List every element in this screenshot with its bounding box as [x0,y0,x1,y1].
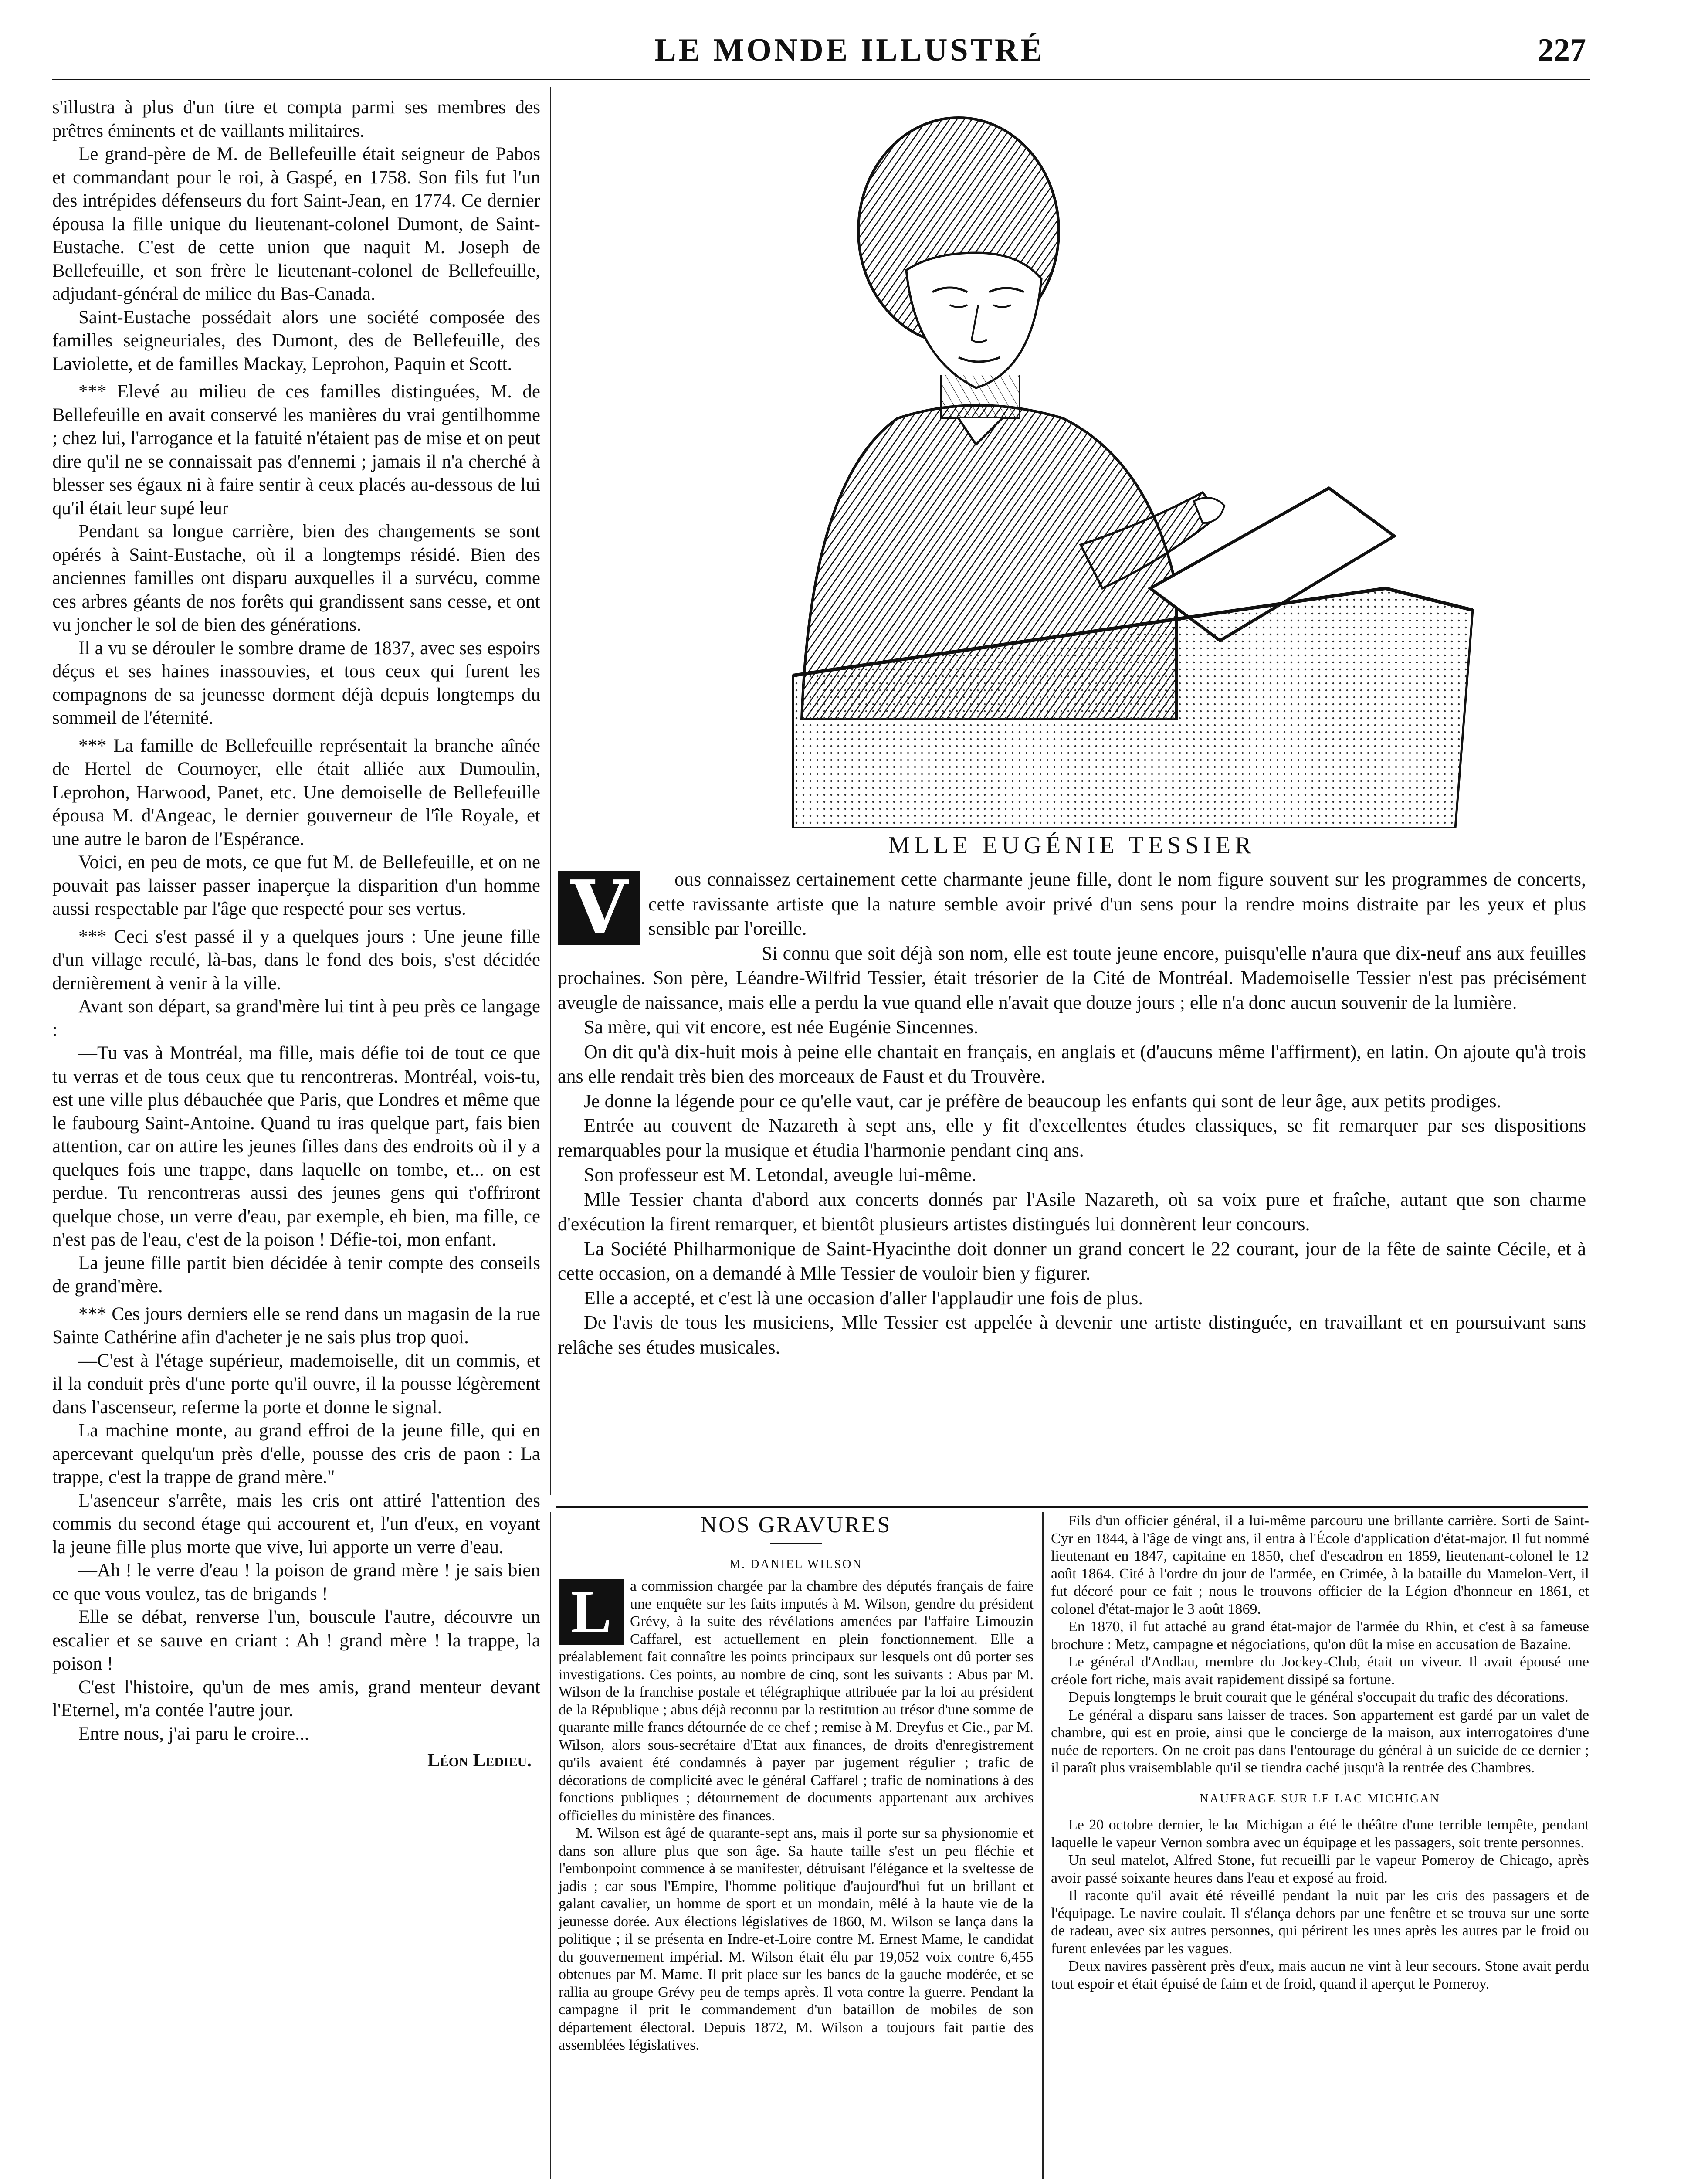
paragraph: Elle a accepté, et c'est là une occasion d'aller l'applaudir une fois de plus. [584,1287,1143,1309]
paragraph: *** Ceci s'est passé il y a quelques jours : Une jeune fille d'un village reculé, là-bas, dans le fond des bois, s'est décidée dernièrement à venir à la ville. [52,926,540,994]
paragraph: a commission chargée par la chambre des députés français de faire une enquête sur les faits imputés à M. Wilson, gendre du président Grévy, à la suite des révélations amenées par l'affaire Limouzin Caffarel, est actuellement en plein fonctionnement. Elle a préalablement fait connaître les points principaux sur lesquels ont dû porter ses investigations. Ces points, au nombre de cinq, sont les suivants : Abus par M. Wilson de la franchise postale et télégraphique attribuée par la loi au président de la République ; abus déjà reconnu par la restitution au trésor d'une somme de quarante mille francs détournée de ce chef ; remise à M. Dreyfus et Cie., par M. Wilson, alors sous-secrétaire d'Etat aux finances, de droits d'enregistrement qu'ils avaient été condamnés à payer par jugement régulier ; trafic de décorations de complicité avec le général Caffarel ; trafic de nominations à des fonctions publiques ; détournement de documents appartenant aux archives officielles du ministère des finances. [559,1578,1034,1824]
portrait-engraving [688,87,1508,828]
paragraph: Il a vu se dérouler le sombre drame de 1837, avec ses espoirs déçus et ses haines inassouvies, et tous ceux qui furent les compagnons de sa jeunesse dorment déjà depuis longtemps du sommeil de l'éternité. [52,638,540,728]
paragraph: Mlle Tessier chanta d'abord aux concerts donnés par l'Asile Nazareth, où sa voix pure et fraîche, autant que son charme d'exécution la firent remarquer, et bientôt plusieurs artistes distingués lui donnèrent leur concours. [558,1188,1586,1235]
paragraph: *** La famille de Bellefeuille représentait la branche aînée de Hertel de Cournoyer, elle était alliée aux Dumoulin, Leprohon, Harwood, Panet, etc. Une demoiselle de Bellefeuille épousa M. d'Angeac, le dernier gouverneur de l'île Royale, et une autre le baron de l'Espérance. [52,735,540,849]
paragraph: Entre nous, j'ai paru le croire... [78,1723,309,1744]
section-subheading: NAUFRAGE SUR LE LAC MICHIGAN [1200,1792,1440,1806]
paragraph: s'illustra à plus d'un titre et compta parmi ses membres des prêtres éminents et de vaillants militaires. [52,97,540,141]
page-number: 227 [1538,32,1586,68]
paragraph: En 1870, il fut attaché au grand état-major de l'armée du Rhin, et c'est à sa fameuse brochure : Metz, campagne et négociations, qu'on dût la mise en accusation de Bazaine. [1051,1619,1589,1653]
masthead-title: LE MONDE ILLUSTRÉ [654,32,1045,68]
column-divider [1042,1512,1044,2179]
paragraph: M. Wilson est âgé de quarante-sept ans, mais il porte sur sa physionomie et dans son allure plus que son âge. Sa haute taille s'est un peu fléchie et l'embonpoint commence à se manifester, détruisant l'élégance et la sveltesse de jadis ; car sous l'Empire, l'homme politique d'aujourd'hui fut un brillant et galant cavalier, un homme de sport et un mondain, mêlé à la haute vie de la jeunesse dorée. Aux élections législatives de 1860, M. Wilson se lança dans la politique ; il se présenta en Indre-et-Loire contre M. Ernest Mame, le candidat du gouvernement impérial. M. Wilson était élu par 19,052 voix contre 6,455 obtenues par M. Mame. Il prit place sur les bancs de la gauche modérée, et se rallia au groupe Grévy peu de temps après. Il vota contre la guerre. Pendant la campagne il prit le commandement d'un bataillon de mobiles de son département électoral. Depuis 1872, M. Wilson a toujours fait partie des assemblées législatives. [559,1825,1034,2053]
article-tessier [558,864,1586,1360]
paragraph: Il raconte qu'il avait été réveillé pendant la nuit par les cris des passagers et de l'équipage. Le navire coulait. Il s'élança dehors par une fenêtre et se trouva sur une sorte de radeau, avec six autres personnes, qui périrent les unes après les autres par le froid ou furent enlevées par les vagues. [1051,1887,1589,1957]
paragraph: Le général a disparu sans laisser de traces. Son appartement est gardé par un valet de chambre, qui est en proie, ainsi que le concierge de la maison, aux interrogatoires d'une nuée de reporters. On ne croit pas dans l'entourage du général à un suicide de ce dernier ; il paraît plus vraisemblable qu'il se tiendra caché jusqu'à la rentrée des Chambres. [1051,1707,1589,1776]
paragraph: Saint-Eustache possédait alors une société composée des familles seigneuriales, des Dumont, des de Bellefeuille, des Laviolette, et de familles Mackay, Leprohon, Paquin et Scott. [52,307,540,374]
paragraph: La Société Philharmonique de Saint-Hyacinthe doit donner un grand concert le 22 courant, jour de la fête de sainte Cécile, et à cette occasion, on a demandé à Mlle Tessier de vouloir bien y figurer. [558,1238,1586,1284]
paragraph: Deux navires passèrent près d'eux, mais aucun ne vint à leur secours. Stone avait perdu tout espoir et était épuisé de faim et de froid, quand il aperçut le Pomeroy. [1051,1958,1589,1992]
paragraph: Avant son départ, sa grand'mère lui tint à peu près ce langage : [52,996,540,1040]
column-divider [550,1512,551,2179]
face [906,253,1041,388]
paragraph: Un seul matelot, Alfred Stone, fut recueilli par le vapeur Pomeroy de Chicago, après avoir passé soixante heures dans l'eau et exposé au froid. [1051,1852,1589,1886]
paragraph: *** Ces jours derniers elle se rend dans un magasin de la rue Sainte Cathérine afin d'acheter je ne sais plus trop quoi. [52,1303,540,1347]
column-divider [550,87,551,1495]
nos-gravures-column [559,1512,1034,2054]
right-column [1051,1512,1589,1993]
short-rule [770,1543,822,1544]
paragraph: On dit qu'à dix-huit mois à peine elle chantait en français, en anglais et (d'aucuns même l'affirment), en latin. On ajoute qu'à trois ans elle rendait très bien des morceaux de Faust et du Trouvère. [558,1041,1586,1087]
paragraph: Fils d'un officier général, il a lui-même parcouru une brillante carrière. Sorti de Saint-Cyr en 1844, à l'âge de vingt ans, il entra à l'École d'application d'état-major. Il fut nommé lieutenant en 1847, capitaine en 1850, chef d'escadron en 1859, lieutenant-colonel le 12 août 1864. Cité à l'ordre du jour de l'armée, en Crimée, à la bataille du Mamelon-Vert, il fut décoré pour ce fait ; nous le trouvons officier de la Légion d'honneur en 1861, et colonel d'état-major le 3 août 1869. [1051,1513,1589,1617]
paragraph: L'asenceur s'arrête, mais les cris ont attiré l'attention des commis du second étage qui accourent et, l'un d'eux, en voyant la jeune fille plus morte que vive, lui apporte un verre d'eau. [52,1490,540,1558]
paragraph: Son professeur est M. Letondal, aveugle lui-même. [584,1164,976,1185]
paragraph: La machine monte, au grand effroi de la jeune fille, qui en apercevant quelqu'un près d'elle, pousse des cris de paon : La trappe, c'est la trappe de grand mère." [52,1420,540,1487]
paragraph: De l'avis de tous les musiciens, Mlle Tessier est appelée à devenir une artiste distinguée, en travaillant et en poursuivant sans relâche ses études musicales. [558,1312,1586,1358]
paragraph: Je donne la légende pour ce qu'elle vaut, car je préfère de beaucoup les enfants qui sont de leur âge, aux petits prodiges. [584,1090,1501,1112]
paragraph: —Tu vas à Montréal, ma fille, mais défie toi de tout ce que tu verras et de tous ceux que tu rencontreras. Montréal, vois-tu, est une ville plus débauchée que Paris, que Londres et même que le faubourg Saint-Antoine. Quand tu iras quelque part, fais bien attention, car on attire les jeunes filles dans des endroits où il y a quelques fois une trappe, dans laquelle on tombe, et... on est perdue. Tu rencontreras aussi des jeunes gens qui t'offriront quelque chose, un verre d'eau, par exemple, eh bien, ma fille, ce n'est pas de l'eau, c'est de la poison ! Défie-toi, mon enfant. [52,1043,540,1250]
dropcap: V [558,871,640,945]
section-rule [556,1506,1588,1508]
paragraph: Le général d'Andlau, membre du Jockey-Club, était un viveur. Il avait épousé une créole fort riche, mais avait rapidement dissipé sa fortune. [1051,1654,1589,1688]
portrait-caption: MLLE EUGÉNIE TESSIER [888,832,1256,859]
dropcap: L [559,1579,624,1645]
paragraph: —Ah ! le verre d'eau ! la poison de grand mère ! je sais bien ce que vous voulez, tas de brigands ! [52,1560,540,1604]
section-subheading: M. DANIEL WILSON [729,1557,863,1571]
paragraph: Pendant sa longue carrière, bien des changements se sont opérés à Saint-Eustache, où il a longtemps résidé. Bien des anciennes familles ont disparu auxquelles il a survécu, comme ces arbres géants de nos forêts qui grandissent sans cesse, et ont vu joncher le sol de bien des générations. [52,521,540,635]
section-heading: NOS GRAVURES [700,1513,892,1538]
paragraph: *** Elevé au milieu de ces familles distinguées, M. de Bellefeuille en avait conservé les manières du vrai gentilhomme ; chez lui, l'arrogance et la fatuité n'étaient pas de mise et on peut dire qu'il ne se connaissait pas d'ennemi ; jamais il n'a cherché à blesser ses égaux ni à faire sentir à ceux placés au-dessous de lui qu'il était leur supé leur [52,381,540,519]
paragraph: Le 20 octobre dernier, le lac Michigan a été le théâtre d'une terrible tempête, pendant laquelle le vapeur Vernon sombra avec un équipage et les passagers, soit trente personnes. [1051,1817,1589,1851]
signature: Léon Ledieu. [427,1750,532,1771]
left-column [52,96,540,1772]
paragraph: C'est l'histoire, qu'un de mes amis, grand menteur devant l'Eternel, m'a contée l'autre jour. [52,1677,540,1721]
paragraph: Depuis longtemps le bruit courait que le général s'occupait du trafic des décorations. [1068,1689,1569,1705]
paragraph: La jeune fille partit bien décidée à tenir compte des conseils de grand'mère. [52,1252,540,1297]
paragraph: Si connu que soit déjà son nom, elle est toute jeune encore, puisqu'elle n'aura que dix-neuf ans aux feuilles prochaines. Son père, Léandre-Wilfrid Tessier, était trésorier de la Cité de Montréal. Mademoiselle Tessier n'est pas précisément aveugle de naissance, mais elle a perdu la vue quand elle n'avait que douze jours ; elle n'a donc aucun souvenir de la lumière. [558,942,1586,1013]
paragraph: Entrée au couvent de Nazareth à sept ans, elle y fit d'excellentes études classiques, se fit remarquer par ses dispositions remarquables pour la musique et étudia l'harmonie pendant cinq ans. [558,1115,1586,1161]
paragraph: Voici, en peu de mots, ce que fut M. de Bellefeuille, et on ne pouvait pas laisser passer inaperçue la disparition d'un homme aussi respectable par l'âge que respecté pour ses vertus. [52,852,540,919]
masthead-rule [52,78,1590,80]
paragraph: ous connaissez certainement cette charmante jeune fille, dont le nom figure souvent sur les programmes de concerts, cette ravissante artiste que la nature semble avoir privé d'un sens pour la rendre moins distraite par les yeux et plus sensible par l'oreille. [648,869,1586,939]
paragraph: —C'est à l'étage supérieur, mademoiselle, dit un commis, et il la conduit près d'une porte qu'il ouvre, il la pousse légèrement dans l'ascenseur, referme la porte et donne le signal. [52,1350,540,1418]
paragraph: Elle se débat, renverse l'un, bouscule l'autre, découvre un escalier et se sauve en criant : Ah ! grand mère ! la trappe, la poison ! [52,1607,540,1674]
paragraph: Le grand-père de M. de Bellefeuille était seigneur de Pabos et commandant pour le roi, à Gaspé, en 1758. Son fils fut l'un des intrépides défenseurs du fort Saint-Jean, en 1774. Ce dernier épousa la fille unique du lieutenant-colonel Dumont, de Saint-Eustache. C'est de cette union que naquit M. Joseph de Bellefeuille, et son frère le lieutenant-colonel de Bellefeuille, adjudant-général de milice du Bas-Canada. [52,144,540,304]
paragraph: Sa mère, qui vit encore, est née Eugénie Sincennes. [584,1016,979,1038]
